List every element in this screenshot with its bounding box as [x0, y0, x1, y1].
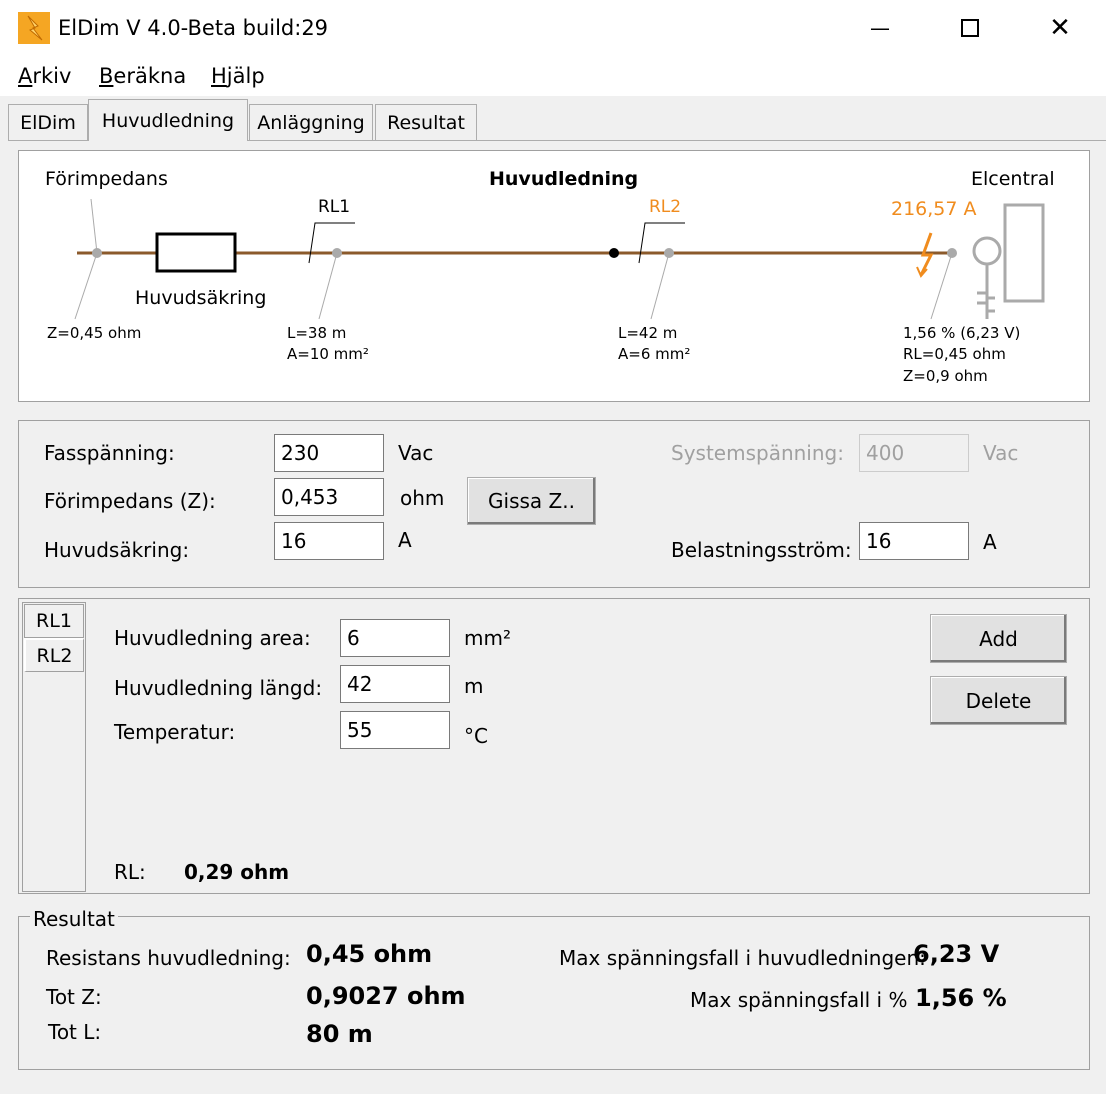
result-legend: Resultat [30, 907, 118, 931]
maximize-button[interactable] [924, 0, 1016, 56]
length-label: Huvudledning längd: [114, 676, 323, 700]
systemspanning-label: Systemspänning: [671, 441, 844, 465]
menu-arkiv-mnemonic: A [18, 64, 33, 88]
diagram-title: Huvudledning [489, 168, 639, 190]
area-input[interactable] [340, 619, 450, 657]
totl-value: 80 m [306, 1020, 373, 1048]
minimize-button[interactable] [834, 0, 926, 56]
label-end-z: Z=0,9 ohm [903, 367, 988, 385]
add-button[interactable]: Add [930, 614, 1067, 663]
rl-label: RL: [114, 860, 146, 884]
maxdrop-label: Max spänningsfall i huvudledningen: [559, 946, 926, 970]
rl2-marker [639, 223, 685, 263]
maxdrop-pct-value: 1,56 % [915, 984, 1007, 1012]
menu-arkiv[interactable] [18, 64, 71, 88]
label-rl1-length: L=38 m [287, 324, 347, 342]
totz-label: Tot Z: [46, 985, 102, 1009]
menu-berakna[interactable] [99, 64, 186, 88]
fasspanning-input[interactable] [274, 434, 384, 472]
delete-button[interactable]: Delete [930, 676, 1067, 725]
label-elcentral: Elcentral [971, 168, 1055, 190]
tab-rl2[interactable]: RL2 [24, 638, 84, 672]
leader-rl2 [651, 253, 669, 319]
maxdrop-pct-label: Max spänningsfall i % [690, 988, 908, 1012]
totz-value: 0,9027 ohm [306, 982, 466, 1010]
menu-hjalp-label: jälp [226, 64, 265, 88]
area-unit: mm² [464, 626, 511, 650]
huvudsakring-input[interactable] [274, 522, 384, 560]
gissa-z-button[interactable]: Gissa Z.. [467, 477, 596, 525]
length-unit: m [464, 674, 484, 698]
resistans-label: Resistans huvudledning: [46, 946, 291, 970]
length-input[interactable] [340, 665, 450, 703]
temp-unit: °C [464, 724, 488, 748]
label-z: Z=0,45 ohm [47, 324, 142, 342]
leader-source-bottom [75, 253, 97, 319]
junction-node [609, 248, 619, 258]
app-lightning-icon [18, 12, 50, 44]
area-label: Huvudledning area: [114, 626, 311, 650]
label-rl1-area: A=10 mm² [287, 345, 369, 363]
systemspanning-unit: Vac [983, 441, 1019, 465]
label-rl2-area: A=6 mm² [618, 345, 691, 363]
huvudsakring-unit: A [398, 528, 412, 552]
tab-huvudledning[interactable]: Huvudledning [88, 99, 248, 141]
label-fault-current: 216,57 A [891, 198, 977, 220]
tab-resultat[interactable]: Resultat [375, 104, 477, 140]
window-title: ElDim V 4.0-Beta build:29 [58, 16, 329, 40]
label-end-drop: 1,56 % (6,23 V) [903, 324, 1021, 342]
maximize-icon [961, 19, 979, 37]
menu-berakna-label: eräkna [113, 64, 187, 88]
fasspanning-unit: Vac [398, 441, 434, 465]
tab-eldim[interactable]: ElDim [8, 104, 88, 140]
menu-berakna-mnemonic: B [99, 64, 114, 88]
diagram-panel [18, 150, 1090, 402]
belastning-input[interactable] [859, 522, 969, 560]
tab-rl1[interactable]: RL1 [24, 604, 84, 638]
label-rl1-tag: RL1 [318, 197, 351, 217]
forimpedans-label: Förimpedans (Z): [44, 489, 216, 513]
minimize-icon: — [870, 16, 890, 40]
electrical-panel-icon [1005, 205, 1043, 301]
belastning-label: Belastningsström: [671, 538, 852, 562]
totl-label: Tot L: [48, 1020, 102, 1044]
rl-value: 0,29 ohm [184, 860, 290, 884]
maxdrop-value: 6,23 V [913, 940, 1000, 968]
fasspanning-label: Fasspänning: [44, 441, 175, 465]
close-icon: ✕ [1049, 13, 1071, 43]
tab-anlaggning[interactable]: Anläggning [249, 104, 373, 140]
menu-hjalp[interactable] [211, 64, 265, 88]
label-forimpedans: Förimpedans [45, 168, 168, 190]
fuse-symbol [157, 234, 235, 271]
menu-hjalp-mnemonic: H [211, 64, 227, 88]
belastning-unit: A [983, 530, 997, 554]
huvudsakring-label: Huvudsäkring: [44, 538, 190, 562]
systemspanning-input[interactable] [859, 434, 969, 472]
forimpedans-input[interactable] [274, 478, 384, 516]
label-rl2-tag: RL2 [649, 197, 682, 217]
label-end-rl: RL=0,45 ohm [903, 345, 1006, 363]
close-button[interactable] [1014, 0, 1106, 56]
label-rl2-length: L=42 m [618, 324, 678, 342]
temp-label: Temperatur: [114, 720, 236, 744]
rl1-marker [309, 223, 355, 263]
label-huvudsakring: Huvudsäkring [135, 287, 267, 309]
leader-end [931, 253, 952, 319]
menu-arkiv-label: rkiv [32, 64, 72, 88]
leader-rl1 [319, 253, 337, 319]
forimpedans-unit: ohm [400, 486, 445, 510]
temp-input[interactable] [340, 711, 450, 749]
circuit-diagram [19, 151, 1089, 401]
leader-source-top [91, 199, 97, 253]
resistans-value: 0,45 ohm [306, 940, 433, 968]
panel-connector-icon [974, 238, 1000, 264]
